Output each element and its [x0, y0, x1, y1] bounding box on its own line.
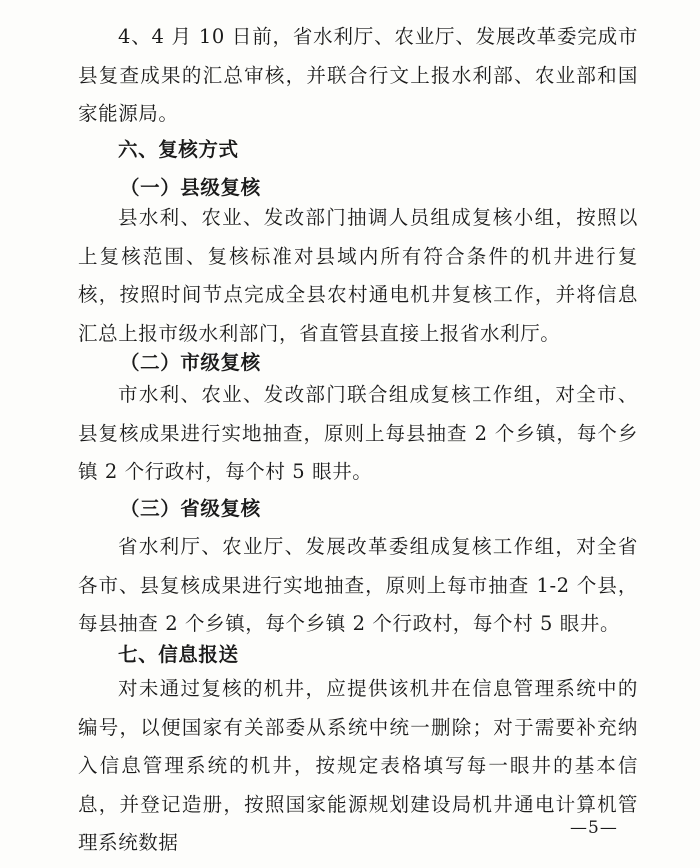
- paragraph-intro: 4、4 月 10 日前，省水利厅、农业厅、发展改革委完成市县复查成果的汇总审核，并联合行文上报水利部、农业部和国家能源局。: [78, 25, 638, 125]
- paragraph-info-report: 对未通过复核的机井，应提供该机井在信息管理系统中的编号，以便国家有关部委从系统中统一删除；对于需要补充纳入信息管理系统的机井，按规定表格填写每一眼井的基本信息，并登记造册，按照国家能源规划建设局机井通电计算机管理系统数据: [78, 677, 638, 854]
- heading-info-report: 七、信息报送: [118, 643, 239, 666]
- paragraph-province-review: 省水利厅、农业厅、发展改革委组成复核工作组，对全省各市、县复核成果进行实地抽查，原则上每市抽查 1-2 个县，每县抽查 2 个乡镇，每个乡镇 2 个行政村，每个村 5 眼井。: [78, 535, 638, 635]
- heading-city-review: （二）市级复核: [120, 351, 261, 374]
- heading-province-review: （三）省级复核: [120, 497, 261, 520]
- heading-county-review: （一）县级复核: [120, 176, 261, 199]
- paragraph-county-review: 县水利、农业、发改部门抽调人员组成复核小组，按照以上复核范围、复核标准对县域内所有符合条件的机井进行复核，按照时间节点完成全县农村通电机井复核工作，并将信息汇总上报市级水利部门，省直管县直接上报省水利厅。: [78, 206, 638, 345]
- heading-review-method: 六、复核方式: [118, 138, 239, 161]
- paragraph-city-review: 市水利、农业、发改部门联合组成复核工作组，对全市、县复核成果进行实地抽查，原则上每县抽查 2 个乡镇，每个乡镇 2 个行政村，每个村 5 眼井。: [78, 383, 638, 483]
- page-number: —5—: [570, 818, 618, 838]
